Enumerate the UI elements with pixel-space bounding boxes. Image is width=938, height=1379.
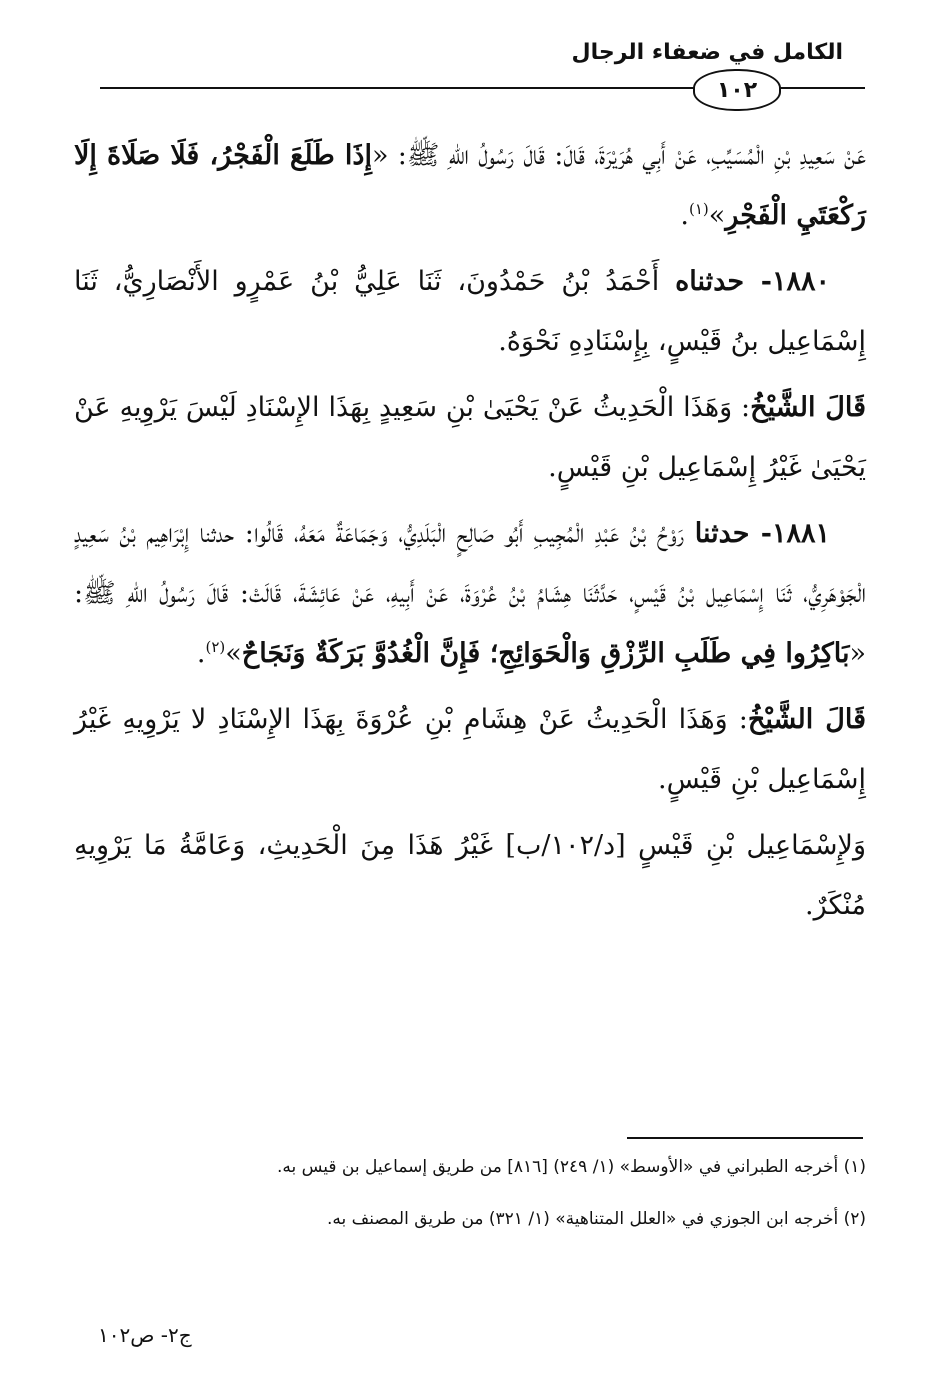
page-number: ١٠٢ xyxy=(716,77,758,103)
footnote-rule xyxy=(627,1137,863,1139)
entry-number-1881: ١٨٨١- حدثنا xyxy=(694,518,830,549)
hadith-quote: إِذَا طَلَعَ الْفَجْرُ، فَلَا صَلَاةَ إِلَا رَكْعَتَيِ الْفَجْرِ xyxy=(74,140,866,231)
running-title: الكامل في ضعفاء الرجال xyxy=(571,40,843,65)
paragraph-shaykh-1 xyxy=(74,378,866,498)
footnote-ref-1: (١) xyxy=(689,200,709,218)
footnotes xyxy=(74,1152,866,1256)
paragraph-text: رَوْحُ بْنُ عَبْدِ الْمُجِيبِ أَبُو صَالِحٍ الْبَلَدِيُّ، وَجَمَاعَةٌ مَعَهُ، قَالُوا: حدثنا إِبْرَاهِيم بْنُ سَعِيدٍ الْجَوْهَرِيُّ، ثَنَا إِسْمَاعِيل بْنُ قَيْسٍ، حَدَّثَنَا هِشَامُ بْنُ عُرْوَةَ، عَنْ أَبِيهِ، عَنْ عَائِشَةَ، قَالَتْ: قَالَ رَسُولُ اللهِ ﷺ: « xyxy=(74,518,866,669)
period: . xyxy=(196,638,206,669)
shaykh-label: قَالَ الشَّيْخُ xyxy=(747,704,867,735)
paragraph-text: أَحْمَدُ بْنُ حَمْدُونَ، ثَنَا عَلِيُّ بْنُ عَمْرٍو الأَنْصَارِيُّ، ثَنَا إِسْمَاعِيل بنُ قَيْسٍ، بِإِسْنَادِهِ نَحْوَهُ. xyxy=(74,266,866,357)
period: . xyxy=(680,200,689,231)
entry-number-1880: ١٨٨٠- حدثناه xyxy=(675,266,830,297)
paragraph-shaykh-2 xyxy=(74,690,866,810)
main-text xyxy=(74,126,866,942)
paragraph-text: : وَهَذَا الْحَدِيثُ عَنْ يَحْيَىٰ بْنِ سَعِيدٍ بِهَذَا الإِسْنَادِ لَيْسَ يَرْوِيهِ عَنْ يَحْيَىٰ غَيْرُ إِسْمَاعِيل بْنِ قَيْسٍ. xyxy=(74,392,866,483)
shaykh-label: قَالَ الشَّيْخُ xyxy=(750,392,867,423)
page-number-badge xyxy=(693,69,781,111)
paragraph-text: وَلإِسْمَاعِيل بْنِ قَيْسٍ [د/١٠٢/ب] غَيْرُ هَذَا مِنَ الْحَدِيثِ، وَعَامَّةُ مَا يَرْوِيهِ مُنْكَرٌ. xyxy=(74,830,866,921)
quote-close: » xyxy=(225,638,242,669)
paragraph-closing xyxy=(74,816,866,936)
paragraph-1 xyxy=(74,126,866,246)
paragraph-1880 xyxy=(74,252,866,372)
footnote-1: (١) أخرجه الطبراني في «الأوسط» (١/ ٢٤٩) [٨١٦] من طريق إسماعيل بن قيس به. xyxy=(276,1157,866,1177)
paragraph-text: : وَهَذَا الْحَدِيثُ عَنْ هِشَامِ بْنِ عُرْوَةَ بِهَذَا الإِسْنَادِ لا يَرْوِيهِ غَيْرُ إِسْمَاعِيل بْنِ قَيْسٍ. xyxy=(74,704,866,795)
footnote-2: (٢) أخرجه ابن الجوزي في «العلل المتناهية» (١/ ٣٢١) من طريق المصنف به. xyxy=(326,1209,866,1229)
isnad-text: عَنْ سَعِيدِ بْنِ الْمُسَيِّبِ، عَنْ أَبِي هُرَيْرَةَ، قَالَ: قَالَ رَسُولُ اللهِ ﷺ: « xyxy=(371,140,867,171)
quote-close: » xyxy=(708,200,726,231)
paragraph-1881 xyxy=(74,504,866,684)
footnote-ref-2: (٢) xyxy=(205,638,226,656)
signature-mark: ج٢- ص١٠٢ xyxy=(98,1323,192,1347)
hadith-quote: بَاكِرُوا فِي طَلَبِ الرِّزْقِ وَالْحَوَائِجِ؛ فَإِنَّ الْغُدُوَّ بَرَكَةٌ وَنَجَاحٌ xyxy=(241,638,850,669)
